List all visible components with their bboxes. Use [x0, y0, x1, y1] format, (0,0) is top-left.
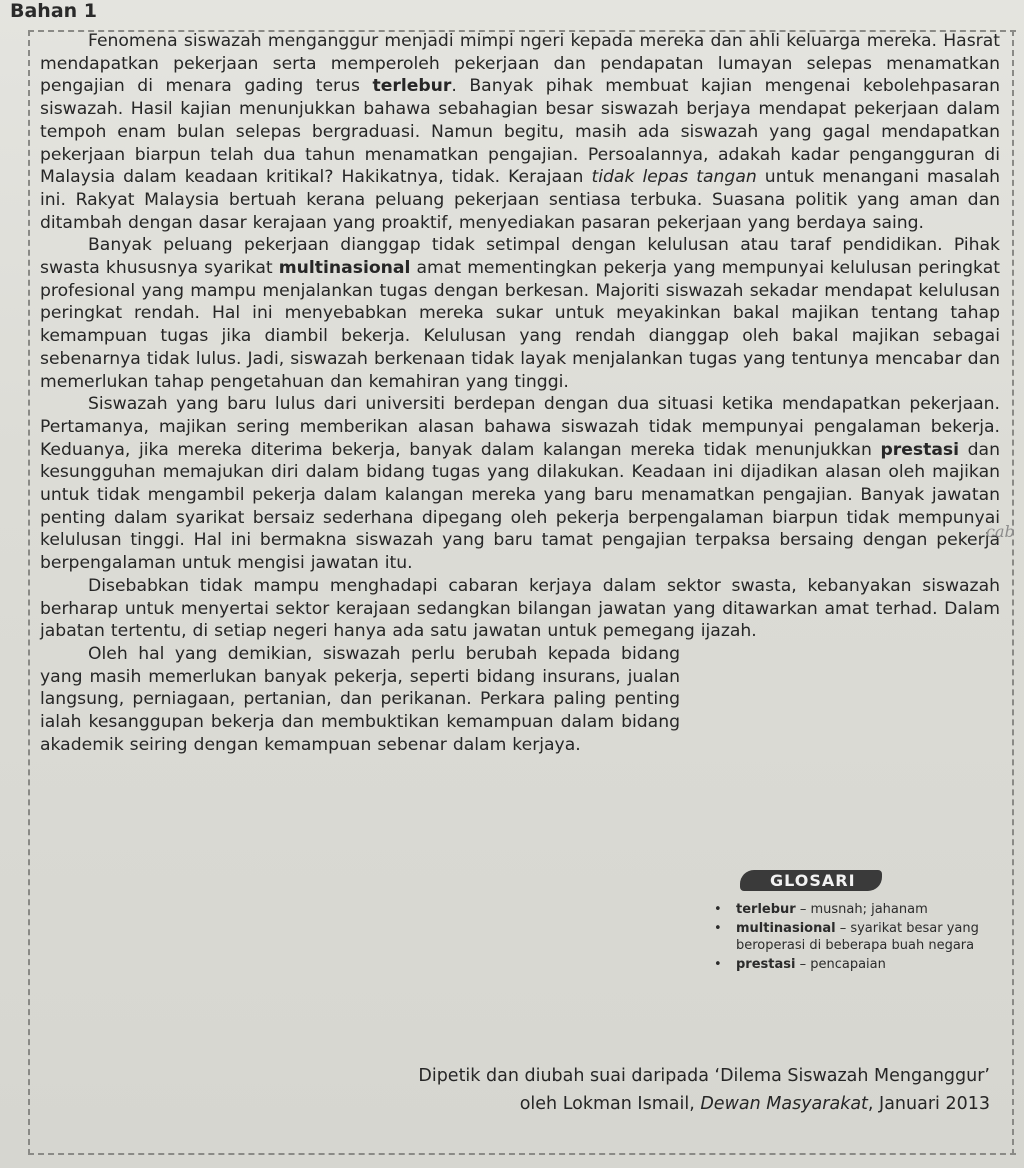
- glossary-definition: syarikat besar yang beroperasi di beberapa buah negara: [736, 921, 979, 953]
- glossary-item: • prestasi – pencapaian: [714, 957, 886, 972]
- p1-bold-term: terlebur: [372, 76, 452, 97]
- bullet-icon: •: [714, 921, 722, 936]
- p1-text-c: untuk menangani masalah ini. Rakyat Malaysia bertuah kerana peluang pekerjaan sentiasa terbuka. Suasana politik yang aman dan ditambah dengan dasar kerajaan yang proaktif, menyediakan pasaran pekerjaan yang berdaya saing.: [40, 167, 1000, 233]
- glossary-item: • multinasional – syarikat besar yang beroperasi di beberapa buah negara: [714, 921, 979, 953]
- p3-text-b: dan kesungguhan memajukan diri dalam bidang tugas yang dilakukan. Keadaan ini dijadikan alasan oleh majikan untuk tidak mengambil pekerja dalam kalangan mereka yang baru menamatkan pengajian. Banyak jawatan penting dalam syarikat bersaiz sederhana dipegang oleh pekerja berpengalaman biarpun tidak mempunyai kelulusan tinggi. Hal ini bermakna siswazah yang baru tamat pengajian terpaksa bersaing dengan pekerja berpengalaman untuk mengisi jawatan itu.: [40, 439, 1000, 574]
- bullet-icon: •: [714, 902, 722, 917]
- paragraph-4: [40, 575, 1000, 643]
- source-line-2: [418, 1090, 990, 1118]
- glossary-definition: pencapaian: [810, 957, 886, 972]
- paragraph-3: [40, 393, 1000, 575]
- source-citation: [418, 1062, 990, 1118]
- border-bottom: [28, 1153, 1016, 1155]
- source-line-1: Dipetik dan diubah suai daripada ‘Dilema Siswazah Menganggur’: [418, 1066, 990, 1086]
- source-date: , Januari 2013: [867, 1094, 990, 1114]
- article-body: [40, 30, 1000, 757]
- glossary-term: terlebur: [736, 902, 796, 917]
- section-heading: Bahan 1: [10, 0, 98, 22]
- p3-text-a: Siswazah yang baru lulus dari universiti berdepan dengan dua situasi ketika mendapatkan pekerjaan. Pertamanya, majikan sering memberikan alasan bahawa siswazah tidak mempunyai pengalaman bekerja. Keduanya, jika mereka diterima bekerja, banyak dalam kalangan mereka tidak menunjukkan: [40, 394, 1000, 460]
- p1-italic-phrase: tidak lepas tangan: [591, 167, 757, 188]
- p2-text-b: amat mementingkan pekerja yang mempunyai kelulusan peringkat profesional yang mampu menjalankan tugas dengan berkesan. Majoriti siswazah sekadar mendapat kelulusan peringkat rendah. Hal ini menyebabkan mereka sukar untuk meyakinkan bakal majikan tentang tahap kemampuan tugas jika diambil bekerja. Kelulusan yang rendah dianggap oleh bakal majikan sebagai sebenarnya tidak lulus. Jadi, siswazah berkenaan tidak layak menjalankan tugas yang tentunya mencabar dan memerlukan tahap pengetahuan dan kemahiran yang tinggi.: [40, 258, 1000, 392]
- paragraph-2: [40, 234, 1000, 393]
- paragraph-1: [40, 30, 1000, 234]
- glossary-item: • terlebur – musnah; jahanam: [714, 902, 928, 917]
- glossary-term: multinasional: [736, 921, 836, 936]
- source-author: oleh Lokman Ismail,: [519, 1094, 701, 1114]
- margin-handwriting: cab: [986, 522, 1015, 541]
- bullet-icon: •: [714, 957, 722, 972]
- p1-text-b: . Banyak pihak membuat kajian mengenai kebolehpasaran siswazah. Hasil kajian menunjukkan bahawa sebahagian besar siswazah berjaya mendapat pekerjaan dalam tempoh enam bulan selepas bergraduasi. Namun begitu, masih ada siswazah yang gagal mendapatkan pekerjaan biarpun telah dua tahun menamatkan pengajian. Persoalannya, adakah kadar pengangguran di Malaysia dalam keadaan kritikal? Hakikatnya, tidak. Kerajaan: [40, 76, 1000, 188]
- glossary-definition: musnah; jahanam: [810, 902, 928, 917]
- p5-text: Oleh hal yang demikian, siswazah perlu berubah kepada bidang yang masih memerlukan banyak pekerja, seperti bidang insurans, jualan langsung, perniagaan, pertanian, dan perikanan. Perkara paling penting ialah kesanggupan bekerja dan membuktikan kemampuan dalam bidang akademik seiring dengan kemampuan sebenar dalam kerjaya.: [40, 643, 680, 755]
- paragraph-5: [40, 643, 680, 757]
- source-publication: Dewan Masyarakat: [700, 1094, 868, 1114]
- p4-text: Disebabkan tidak mampu menghadapi cabaran kerjaya dalam sektor swasta, kebanyakan siswazah berharap untuk menyertai sektor kerajaan sedangkan bilangan jawatan yang ditawarkan amat terhad. Dalam jabatan tertentu, di setiap negeri hanya ada satu jawatan untuk pemegang ijazah.: [40, 575, 1000, 642]
- p2-text-a: Banyak peluang pekerjaan dianggap tidak setimpal dengan kelulusan atau taraf pendidikan. Pihak swasta khususnya syarikat: [40, 235, 1000, 279]
- border-left: [28, 30, 30, 1155]
- glossary-box: [700, 870, 1000, 975]
- p1-text-a: Fenomena siswazah menganggur menjadi mimpi ngeri kepada mereka dan ahli keluarga mereka. Hasrat mendapatkan pekerjaan serta memperoleh pekerjaan dan pendapatan lumayan selepas menamatkan pengajian di menara gading terus: [40, 31, 1000, 97]
- glossary-title: GLOSARI: [740, 870, 882, 891]
- border-right: [1012, 30, 1014, 1155]
- p2-bold-term: multinasional: [278, 258, 411, 279]
- glossary-term: prestasi: [736, 957, 796, 972]
- p3-bold-term: prestasi: [880, 439, 960, 460]
